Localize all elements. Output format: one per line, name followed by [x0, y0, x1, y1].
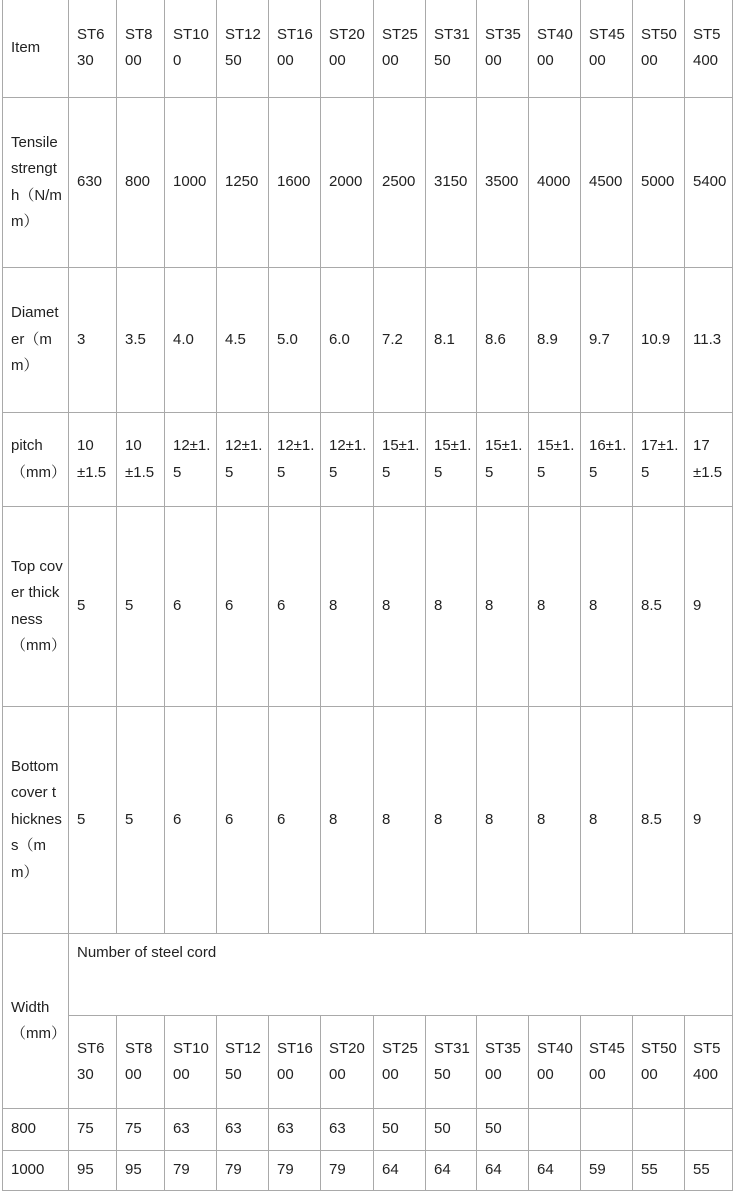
value-cell: 4000 [529, 98, 581, 268]
spec-row [3, 98, 733, 268]
grade-header-cell: ST1250 [217, 0, 269, 98]
value-cell: 8 [529, 707, 581, 934]
value-cell: 1250 [217, 98, 269, 268]
grade-header-cell: ST3500 [477, 0, 529, 98]
value-cell: 8.1 [426, 268, 477, 413]
cord-count-cell [633, 1109, 685, 1151]
value-cell: 8 [426, 507, 477, 707]
cord-grade-cell: ST1600 [269, 1016, 321, 1109]
value-cell: 12±1.5 [165, 413, 217, 507]
width-label-cell: Width（mm） [3, 934, 69, 1109]
cord-count-cell: 63 [217, 1109, 269, 1151]
cord-grade-cell: ST5000 [633, 1016, 685, 1109]
cord-count-cell: 63 [321, 1109, 374, 1151]
grade-header-cell: ST2000 [321, 0, 374, 98]
width-value-cell: 1000 [3, 1151, 69, 1191]
width-row [3, 1109, 733, 1151]
cord-header-row [3, 934, 733, 1016]
row-label-cell: Tensile strength（N/mm） [3, 98, 69, 268]
cord-grade-cell: ST800 [117, 1016, 165, 1109]
value-cell: 8 [374, 707, 426, 934]
cord-count-cell: 55 [633, 1151, 685, 1191]
value-cell: 5000 [633, 98, 685, 268]
value-cell: 2000 [321, 98, 374, 268]
value-cell: 8 [426, 707, 477, 934]
value-cell: 800 [117, 98, 165, 268]
cord-grade-cell: ST2000 [321, 1016, 374, 1109]
cord-grade-cell: ST4000 [529, 1016, 581, 1109]
cord-grade-cell: ST5400 [685, 1016, 733, 1109]
value-cell: 10.9 [633, 268, 685, 413]
value-cell: 8 [529, 507, 581, 707]
grade-header-cell: ST4000 [529, 0, 581, 98]
value-cell: 8.9 [529, 268, 581, 413]
value-cell: 12±1.5 [217, 413, 269, 507]
cord-count-cell: 79 [165, 1151, 217, 1191]
value-cell: 7.2 [374, 268, 426, 413]
grade-header-cell: ST2500 [374, 0, 426, 98]
steel-cord-spec-table [2, 0, 733, 1191]
spec-row [3, 413, 733, 507]
cord-count-cell: 95 [69, 1151, 117, 1191]
cord-count-cell: 63 [165, 1109, 217, 1151]
cord-count-cell: 50 [426, 1109, 477, 1151]
value-cell: 1000 [165, 98, 217, 268]
value-cell: 11.3 [685, 268, 733, 413]
cord-count-cell: 64 [477, 1151, 529, 1191]
cord-count-cell: 50 [374, 1109, 426, 1151]
value-cell: 3 [69, 268, 117, 413]
cord-count-cell: 50 [477, 1109, 529, 1151]
value-cell: 8.5 [633, 507, 685, 707]
cord-grade-cell: ST3500 [477, 1016, 529, 1109]
cord-grade-cell: ST1250 [217, 1016, 269, 1109]
value-cell: 4500 [581, 98, 633, 268]
cord-count-cell: 63 [269, 1109, 321, 1151]
value-cell: 5.0 [269, 268, 321, 413]
value-cell: 10±1.5 [117, 413, 165, 507]
value-cell: 6.0 [321, 268, 374, 413]
cord-count-cell: 64 [426, 1151, 477, 1191]
grade-header-cell: ST5400 [685, 0, 733, 98]
value-cell: 16±1.5 [581, 413, 633, 507]
value-cell: 15±1.5 [426, 413, 477, 507]
cord-count-cell: 75 [117, 1109, 165, 1151]
spec-row [3, 268, 733, 413]
value-cell: 8 [581, 707, 633, 934]
row-label-cell: Diameter（mm） [3, 268, 69, 413]
width-row [3, 1151, 733, 1191]
value-cell: 17±1.5 [685, 413, 733, 507]
cord-count-cell: 75 [69, 1109, 117, 1151]
value-cell: 2500 [374, 98, 426, 268]
cord-header-cell: Number of steel cord [69, 934, 733, 1016]
value-cell: 12±1.5 [269, 413, 321, 507]
cord-grade-cell: ST1000 [165, 1016, 217, 1109]
value-cell: 6 [269, 707, 321, 934]
value-cell: 6 [217, 707, 269, 934]
spec-row [3, 707, 733, 934]
grade-header-cell: ST630 [69, 0, 117, 98]
item-header-cell: Item [3, 0, 69, 98]
value-cell: 10±1.5 [69, 413, 117, 507]
row-label-cell: Top cover thickness（mm） [3, 507, 69, 707]
cord-count-cell: 64 [529, 1151, 581, 1191]
value-cell: 5 [69, 707, 117, 934]
cord-grade-row [3, 1016, 733, 1109]
row-label-cell: Bottom cover thickness（mm） [3, 707, 69, 934]
value-cell: 9 [685, 707, 733, 934]
cord-count-cell: 79 [269, 1151, 321, 1191]
cord-grade-cell: ST630 [69, 1016, 117, 1109]
value-cell: 5400 [685, 98, 733, 268]
grade-header-cell: ST100 [165, 0, 217, 98]
value-cell: 15±1.5 [529, 413, 581, 507]
grade-header-cell: ST1600 [269, 0, 321, 98]
value-cell: 8 [477, 507, 529, 707]
cord-grade-cell: ST4500 [581, 1016, 633, 1109]
value-cell: 6 [217, 507, 269, 707]
spec-row [3, 507, 733, 707]
table-body [3, 0, 733, 1191]
value-cell: 9.7 [581, 268, 633, 413]
value-cell: 17±1.5 [633, 413, 685, 507]
grade-header-cell: ST5000 [633, 0, 685, 98]
value-cell: 12±1.5 [321, 413, 374, 507]
value-cell: 3.5 [117, 268, 165, 413]
cord-grade-cell: ST2500 [374, 1016, 426, 1109]
value-cell: 6 [165, 507, 217, 707]
value-cell: 5 [69, 507, 117, 707]
value-cell: 4.0 [165, 268, 217, 413]
value-cell: 6 [165, 707, 217, 934]
row-label-cell: pitch（mm） [3, 413, 69, 507]
value-cell: 3500 [477, 98, 529, 268]
grade-header-cell: ST3150 [426, 0, 477, 98]
value-cell: 8 [321, 507, 374, 707]
value-cell: 630 [69, 98, 117, 268]
cord-count-cell [529, 1109, 581, 1151]
value-cell: 8 [581, 507, 633, 707]
width-value-cell: 800 [3, 1109, 69, 1151]
cord-count-cell: 79 [217, 1151, 269, 1191]
value-cell: 8 [321, 707, 374, 934]
value-cell: 8 [374, 507, 426, 707]
value-cell: 1600 [269, 98, 321, 268]
cord-grade-cell: ST3150 [426, 1016, 477, 1109]
cord-count-cell: 95 [117, 1151, 165, 1191]
grade-header-cell: ST4500 [581, 0, 633, 98]
value-cell: 5 [117, 507, 165, 707]
header-row [3, 0, 733, 98]
value-cell: 6 [269, 507, 321, 707]
value-cell: 9 [685, 507, 733, 707]
cord-count-cell: 64 [374, 1151, 426, 1191]
cord-count-cell: 55 [685, 1151, 733, 1191]
value-cell: 15±1.5 [374, 413, 426, 507]
value-cell: 4.5 [217, 268, 269, 413]
cord-count-cell [581, 1109, 633, 1151]
value-cell: 8 [477, 707, 529, 934]
cord-count-cell [685, 1109, 733, 1151]
cord-count-cell: 59 [581, 1151, 633, 1191]
value-cell: 5 [117, 707, 165, 934]
grade-header-cell: ST800 [117, 0, 165, 98]
value-cell: 8.5 [633, 707, 685, 934]
cord-count-cell: 79 [321, 1151, 374, 1191]
value-cell: 3150 [426, 98, 477, 268]
value-cell: 8.6 [477, 268, 529, 413]
value-cell: 15±1.5 [477, 413, 529, 507]
